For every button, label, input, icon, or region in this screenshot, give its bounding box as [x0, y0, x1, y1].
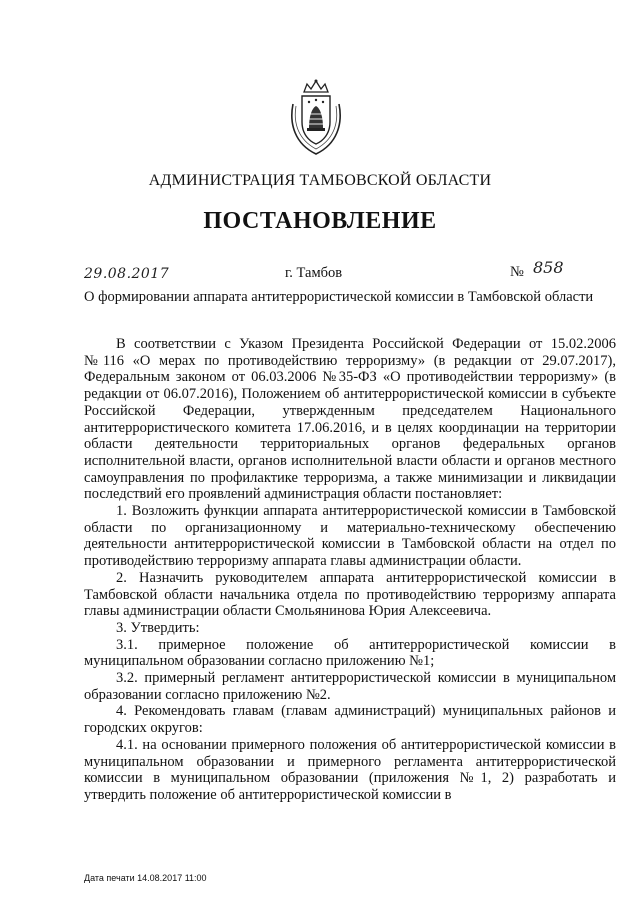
- document-subject: О формировании аппарата антитеррористической комиссии в Тамбовской области: [84, 289, 594, 305]
- document-city: г. Тамбов: [285, 265, 343, 281]
- clause-1: 1. Возложить функции аппарата антитеррористической комиссии в Тамбовской области по организационному и материально-техническому обеспечению деятельности антитеррористической комиссии в Тамбовской области на отдел по противодействию терроризму аппарата главы администрации области.: [84, 503, 616, 570]
- clause-4: 4. Рекомендовать главам (главам администраций) муниципальных районов и городских округов:: [84, 703, 616, 737]
- clause-3-1: 3.1. примерное положение об антитеррористической комиссии в муниципальном образовании согласно приложению №1;: [84, 636, 616, 670]
- document-number: 858: [533, 258, 564, 277]
- coat-of-arms-emblem: [287, 78, 345, 158]
- clause-2: 2. Назначить руководителем аппарата антитеррористической комиссии в Тамбовской области начальника отдела по противодействию терроризму аппарата главы администрации области Смольянинова Юрия Алексеевича.: [84, 569, 616, 620]
- document-date: 29.08.2017: [84, 266, 170, 282]
- clause-3-2: 3.2. примерный регламент антитеррористической комиссии в муниципальном образовании согласно приложению №2.: [84, 670, 616, 703]
- print-date-footer: Дата печати 14.08.2017 11:00: [84, 873, 207, 883]
- document-type-title: ПОСТАНОВЛЕНИЕ: [203, 208, 437, 234]
- clause-3: 3. Утвердить:: [116, 619, 200, 636]
- preamble-paragraph: В соответствии с Указом Президента Российской Федерации от 15.02.2006 №116 «О мерах по противодействию терроризму» (в редакции от 29.07.2017), Федеральным законом от 06.03.2006 №35-ФЗ «О противодействии терроризму» (в редакции от 06.07.2016), Положением об антитеррористической комиссии в субъекте Российской Федерации, утвержденным председателем Национального антитеррористического комитета 17.06.2016, и в целях координации на территории области деятельности территориальных органов федеральных органов исполнительной власти, органов исполнительной власти области и органов местного самоуправления по профилактике терроризма, а также минимизации и ликвидации последствий его проявлений администрация области постановляет:: [84, 336, 616, 503]
- issuing-authority: АДМИНИСТРАЦИЯ ТАМБОВСКОЙ ОБЛАСТИ: [148, 172, 492, 189]
- document-body: [84, 336, 616, 804]
- document-number-label: №: [510, 264, 524, 280]
- clause-4-1: 4.1. на основании примерного положения об антитеррористической комиссии в муниципальном образовании и примерного регламента антитеррористической комиссии в муниципальном образовании (приложения №1, 2) разработать и утвердить положение об антитеррористической комиссии в: [84, 736, 616, 803]
